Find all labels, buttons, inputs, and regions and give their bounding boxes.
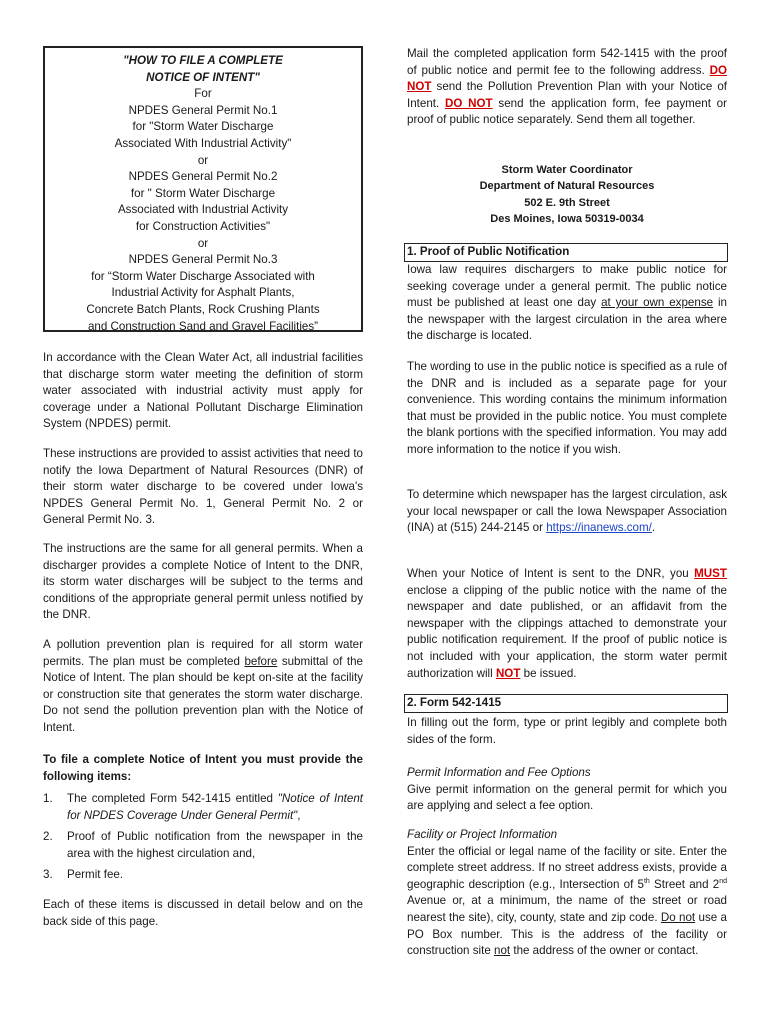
address-line: Storm Water Coordinator bbox=[501, 164, 633, 176]
clipping-text: When your Notice of Intent is sent to the DNR, you MUST enclose a clipping of the public notice with the name of the newspaper and date published, or an affidavit from the newspaper with the clippings attached to demonstrate your public notification requirement. If the proof of public notice is not included with your application, the storm water permit authorization will NOT be issued. bbox=[407, 567, 727, 680]
permit-info-block bbox=[407, 765, 727, 815]
intro-text: In accordance with the Clean Water Act, all industrial facilities that discharge storm water meeting the definition of storm water associated with industrial activity must apply for coverage under a National Pollutant Discharge Elimination System (NPDES) permit. bbox=[43, 351, 363, 431]
title-line-10: Associated with Industrial Activity bbox=[117, 203, 289, 217]
before-emphasis: before bbox=[244, 654, 278, 668]
title-line-12: or bbox=[197, 236, 209, 250]
title-line-11: for Construction Activities" bbox=[135, 219, 271, 233]
items-heading bbox=[43, 752, 363, 785]
section-2-heading: 2. Form 542-1415 bbox=[404, 694, 728, 713]
do-not-emphasis: DO NOT bbox=[407, 63, 727, 94]
list-item: 3. Permit fee. bbox=[43, 868, 124, 882]
facility-info-text: Enter the official or legal name of the facility or site. Enter the complete street address. If no street address exists, provide a geographic description (e.g., Intersection of 5th Street and 2nd Avenue or, at a minimum, the name of the street or road nearest the site), city, county, state and zip code. Do not use a PO Box number. This is the address of the facility or construction site not the address of the owner or contact. bbox=[407, 844, 727, 958]
title-line-2: NOTICE OF INTENT" bbox=[146, 70, 260, 84]
pollution-plan-text: A pollution prevention plan is required for all storm water permits. The plan must be completed before submittal of the Notice of Intent. The plan should be kept on-site at the facility or construction site that generates the storm water discharge. Do not send the pollution prevention plan with the Notice of Intent. bbox=[43, 638, 363, 734]
mail-paragraph bbox=[407, 46, 727, 129]
facility-info-block bbox=[407, 827, 727, 960]
list-item: 2. Proof of Public notification from the newspaper in the area with the highest circulation and, bbox=[43, 830, 363, 860]
title-line-3: For bbox=[194, 87, 212, 101]
newspaper-paragraph bbox=[407, 487, 727, 537]
mail-text: Mail the completed application form 542-1415 with the proof of public notice and permit fee to the following address. DO NOT send the Pollution Prevention Plan with your Notice of Intent. DO NOT send the application form, fee payment or proof of public notice separately. Send them all together. bbox=[407, 47, 727, 127]
address-line: 502 E. 9th Street bbox=[524, 196, 610, 209]
items-heading-text: To file a complete Notice of Intent you must provide the following items: bbox=[43, 753, 363, 783]
title-line-1: "HOW TO FILE A COMPLETE bbox=[123, 54, 283, 67]
title-line-7: or bbox=[197, 153, 209, 167]
wording-text: The wording to use in the public notice is specified as a rule of the DNR and is included as a separate page for your convenience. This wording contains the minimum information that must be provided in the public notice. You must complete the blank portions with the specified information. You may add more information to the notice if you wish. bbox=[407, 360, 727, 456]
same-instructions-text: The instructions are the same for all general permits. When a discharger provides a complete Notice of Intent to the DNR, its storm water discharges will be subject to the terms and conditions of the appropriate general permit unless notified by the DNR. bbox=[43, 542, 363, 622]
same-instructions-paragraph bbox=[43, 541, 363, 624]
must-emphasis: MUST bbox=[694, 567, 727, 580]
list-item: 1. The completed Form 542-1415 entitled "Notice of Intent for NPDES Coverage Under General Permit", bbox=[43, 792, 363, 822]
clipping-paragraph bbox=[407, 566, 727, 682]
items-discussed-paragraph bbox=[43, 897, 363, 930]
address-line: Department of Natural Resources bbox=[479, 180, 655, 193]
title-line-4: NPDES General Permit No.1 bbox=[128, 103, 278, 117]
newspaper-text: To determine which newspaper has the largest circulation, ask your local newspaper or call the Iowa Newspaper Association (INA) at (515) 244-2145 or https://inanews.com/. bbox=[407, 488, 727, 535]
permit-info-heading: Permit Information and Fee Options bbox=[407, 766, 591, 779]
public-notice-paragraph bbox=[407, 262, 727, 345]
pollution-plan-paragraph bbox=[43, 637, 363, 737]
instructions-paragraph bbox=[43, 446, 363, 529]
section-1-heading: 1. Proof of Public Notification bbox=[404, 243, 728, 262]
title-line-6: Associated With Industrial Activity" bbox=[114, 136, 292, 150]
title-line-13: NPDES General Permit No.3 bbox=[128, 253, 278, 267]
not-emphasis: NOT bbox=[495, 666, 521, 680]
form-paragraph bbox=[407, 715, 727, 748]
address-line: Des Moines, Iowa 50319-0034 bbox=[490, 213, 644, 226]
title-line-5: for "Storm Water Discharge bbox=[132, 120, 274, 134]
form-text: In filling out the form, type or print legibly and complete both sides of the form. bbox=[407, 716, 727, 746]
title-line-17: and Construction Sand and Gravel Facilities” bbox=[87, 319, 319, 333]
items-discussed-text: Each of these items is discussed in detail below and on the back side of this page. bbox=[43, 898, 363, 928]
intro-paragraph bbox=[43, 350, 363, 433]
ina-link[interactable]: https://inanews.com/ bbox=[546, 521, 652, 535]
permit-info-text: Give permit information on the general permit for which you are applying and select a fee option. bbox=[407, 782, 727, 813]
instructions-text: These instructions are provided to assist activities that need to notify the Iowa Department of Natural Resources (DNR) of their storm water discharge to be covered under Iowa's NPDES General Permit No. 1, General Permit No. 2 or General Permit No. 3. bbox=[43, 447, 363, 527]
mailing-address bbox=[407, 162, 727, 228]
items-list bbox=[43, 791, 363, 884]
title-line-14: for “Storm Water Discharge Associated with bbox=[91, 269, 315, 283]
facility-info-heading: Facility or Project Information bbox=[407, 828, 558, 841]
title-line-8: NPDES General Permit No.2 bbox=[128, 170, 278, 184]
public-notice-text: Iowa law requires dischargers to make public notice for seeking coverage under a general permit. The public notice must be published at least one day at your own expense in the newspaper with the largest circulation in the area where the discharge is located. bbox=[407, 263, 727, 343]
wording-paragraph bbox=[407, 359, 727, 459]
title-line-9: for " Storm Water Discharge bbox=[130, 186, 276, 200]
title-line-16: Concrete Batch Plants, Rock Crushing Plants bbox=[86, 302, 320, 316]
title-box bbox=[43, 46, 363, 332]
do-not-emphasis: DO NOT bbox=[445, 96, 493, 110]
title-line-15: Industrial Activity for Asphalt Plants, bbox=[111, 286, 295, 300]
